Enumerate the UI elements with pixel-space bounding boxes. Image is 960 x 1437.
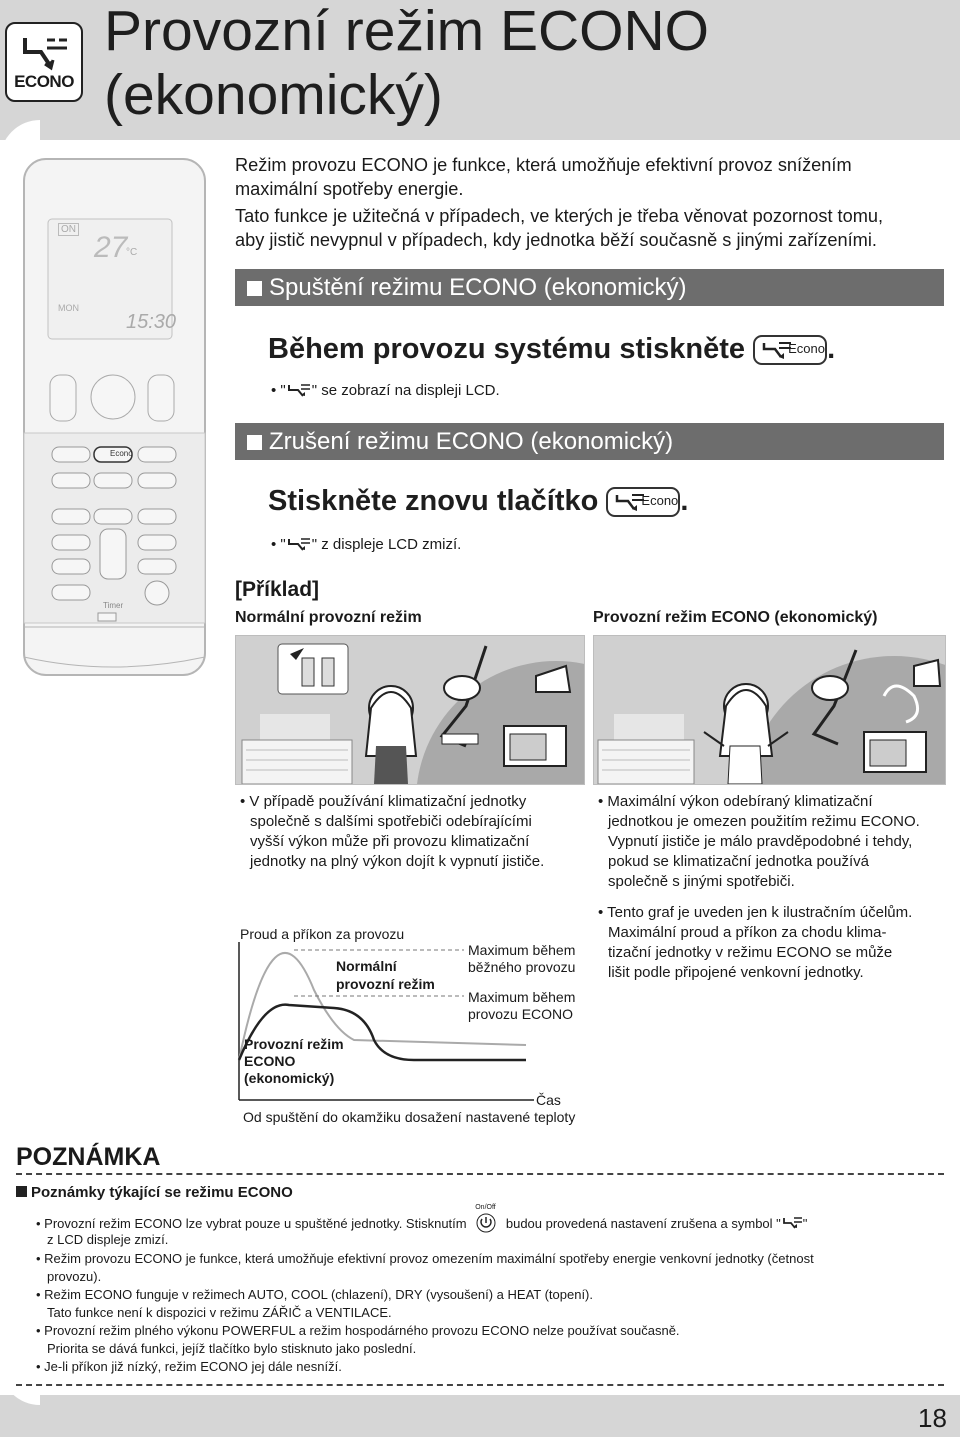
remote-econo-button-label: Econo bbox=[110, 449, 133, 458]
note-bullet4-cont: Priorita se dává funkci, jejíž tlačítko bylo stisknuto jako poslední. bbox=[47, 1341, 417, 1356]
intro-line1: Režim provozu ECONO je funkce, která umožňuje efektivní provoz snížením bbox=[235, 155, 852, 175]
note-bullet2-cont: provozu). bbox=[47, 1269, 102, 1284]
remote-timer-label: Timer bbox=[103, 601, 124, 610]
cancel-section-heading: Zrušení režimu ECONO (ekonomický) bbox=[235, 423, 944, 460]
graph-econo-label3: (ekonomický) bbox=[244, 1070, 335, 1086]
note-bullet5: • Je-li příkon již nízký, režim ECONO jej dále nesníží. bbox=[36, 1359, 342, 1374]
econo-mode-text: • Maximální výkon odebíraný klimatizační jednotkou je omezen použitím režimu ECONO. Vypnutí jističe je málo pravděpodobné i tehdy, pokud se klimatizační jednotka používá společně s jinými spotřebiči. bbox=[598, 793, 920, 890]
note-bullet2: • Režim provozu ECONO je funkce, která umožňuje efektivní provoz omezením maximální spotřeby energie venkovní jednotky (četnost bbox=[36, 1251, 814, 1266]
example-right-caption: Provozní režim ECONO (ekonomický) bbox=[593, 609, 878, 626]
start-instruction: Během provozu systému stiskněte Econo . bbox=[268, 333, 836, 365]
graph-econo-label2: ECONO bbox=[244, 1053, 296, 1069]
lcd-temperature: 27 bbox=[94, 231, 128, 264]
note-bullet3: • Režim ECONO funguje v režimech AUTO, COOL (chlazení), DRY (vysoušení) a HEAT (topení). bbox=[36, 1287, 594, 1302]
graph-caption: Od spuštění do okamžiku dosažení nastavené teploty bbox=[243, 1109, 576, 1125]
page-title-line1: Provozní režim ECONO bbox=[104, 0, 709, 63]
note-bullet3-cont: Tato funkce není k dispozici v režimu ZÁŘIČ a VENTILACE. bbox=[47, 1305, 392, 1320]
lcd-day: MON bbox=[58, 303, 79, 313]
note-divider-top bbox=[16, 1173, 944, 1175]
graph-econo-label1: Provozní režim bbox=[244, 1036, 344, 1052]
note-bullet1: • Provozní režim ECONO lze vybrat pouze u spuštěné jednotky. Stisknutím On/Off budou provedená nastavení zrušena a symbol " " bbox=[36, 1204, 808, 1231]
lcd-time: 15:30 bbox=[126, 311, 177, 333]
note-square-icon bbox=[16, 1186, 27, 1197]
econo-icon-label: ECONO bbox=[14, 72, 74, 91]
graph-y-label: Proud a příkon za provozu bbox=[240, 926, 405, 942]
intro-line4: aby jistič nevypnul v případech, kdy jednotka běží současně s jinými zařízeními. bbox=[235, 230, 877, 250]
cancel-bullet: • " " z displeje LCD zmizí. bbox=[271, 536, 462, 553]
onoff-button-icon: On/Off bbox=[473, 1213, 499, 1233]
heading-square-icon bbox=[247, 435, 262, 450]
econo-symbol-icon bbox=[286, 537, 312, 551]
econo-mode-icon bbox=[5, 22, 83, 102]
intro-line3: Tato funkce je užitečná v případech, ve kterých je třeba věnovat pozornost tomu, bbox=[235, 206, 884, 226]
graph-normal-label1: Normální bbox=[336, 958, 397, 974]
lcd-on-label: ON bbox=[58, 223, 79, 236]
intro-line2: maximální spotřeby energie. bbox=[235, 179, 464, 199]
normal-mode-text: • V případě používání klimatizační jednotky společně s dalšími spotřebiči odebírajícími vyšší výkon může při provozu klimatizační jednotky na plný výkon dojít k vypnutí jističe. bbox=[240, 793, 545, 870]
normal-mode-illustration bbox=[235, 635, 585, 785]
graph-max-normal1: Maximum během bbox=[468, 942, 576, 958]
note-subtitle: Poznámky týkající se režimu ECONO bbox=[16, 1184, 293, 1201]
page-number: 18 bbox=[918, 1403, 947, 1433]
heading-square-icon bbox=[247, 281, 262, 296]
start-section-heading: Spuštění režimu ECONO (ekonomický) bbox=[235, 269, 944, 306]
econo-mode-illustration bbox=[593, 635, 946, 785]
graph-max-econo2: provozu ECONO bbox=[468, 1006, 574, 1022]
cancel-instruction: Stiskněte znovu tlačítko Econo . bbox=[268, 485, 689, 517]
note-bullet1-cont: z LCD displeje zmizí. bbox=[47, 1232, 169, 1247]
graph-max-econo1: Maximum během bbox=[468, 989, 576, 1005]
graph-max-normal2: běžného provozu bbox=[468, 959, 576, 975]
power-graph bbox=[234, 920, 594, 1130]
graph-normal-label2: provozní režim bbox=[336, 976, 435, 992]
start-bullet: • " " se zobrazí na displeji LCD. bbox=[271, 382, 500, 399]
econo-symbol-icon bbox=[781, 1217, 803, 1229]
graph-x-label: Čas bbox=[536, 1092, 561, 1108]
example-heading: [Příklad] bbox=[235, 578, 320, 601]
econo-button-icon: Econo bbox=[606, 487, 680, 517]
note-divider-bottom bbox=[16, 1384, 944, 1386]
note-title: POZNÁMKA bbox=[16, 1143, 161, 1171]
econo-button-icon: Econo bbox=[753, 335, 827, 365]
graph-disclaimer-text: • Tento graf je uveden jen k ilustračním účelům. Maximální proud a příkon za chodu klima- tizační jednotky v režimu ECONO se může lišit podle připojené venkovní jednotky. bbox=[598, 904, 913, 981]
note-bullet4: • Provozní režim plného výkonu POWERFUL a režim hospodárného provozu ECONO nelze používat současně. bbox=[36, 1323, 680, 1338]
page-title-line2: (ekonomický) bbox=[104, 63, 443, 127]
example-left-caption: Normální provozní režim bbox=[235, 609, 422, 626]
remote-control bbox=[22, 157, 207, 677]
econo-symbol-icon bbox=[286, 383, 312, 397]
frame-bottom-band bbox=[0, 1395, 960, 1437]
lcd-unit: °C bbox=[126, 247, 138, 258]
